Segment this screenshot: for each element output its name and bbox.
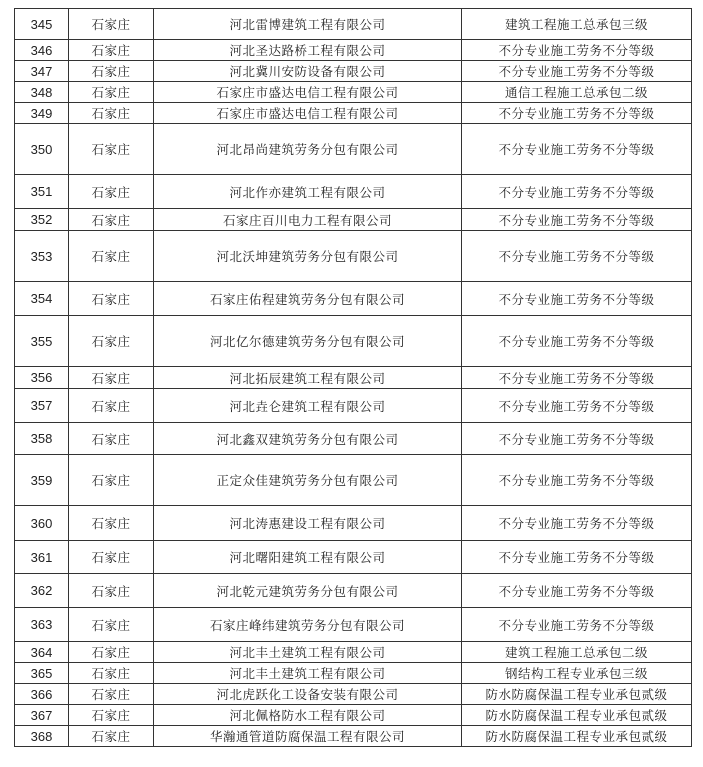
row-number: 350	[15, 124, 69, 175]
row-qualification: 防水防腐保温工程专业承包贰级	[462, 705, 692, 726]
table-row	[15, 316, 692, 367]
row-qualification: 通信工程施工总承包二级	[462, 82, 692, 103]
row-number: 358	[15, 423, 69, 455]
table-row	[15, 175, 692, 209]
row-city: 石家庄	[69, 684, 154, 705]
table-row	[15, 82, 692, 103]
table-row	[15, 9, 692, 40]
row-city: 石家庄	[69, 642, 154, 663]
row-city: 石家庄	[69, 231, 154, 282]
table-row	[15, 103, 692, 124]
row-company: 河北乾元建筑劳务分包有限公司	[154, 574, 462, 608]
row-company: 河北丰土建筑工程有限公司	[154, 642, 462, 663]
table-row	[15, 726, 692, 747]
table-row	[15, 455, 692, 506]
row-company: 正定众佳建筑劳务分包有限公司	[154, 455, 462, 506]
row-city: 石家庄	[69, 40, 154, 61]
row-city: 石家庄	[69, 209, 154, 231]
table-body	[15, 9, 692, 747]
row-qualification: 不分专业施工劳务不分等级	[462, 231, 692, 282]
row-city: 石家庄	[69, 608, 154, 642]
table-row	[15, 642, 692, 663]
row-company: 华瀚通管道防腐保温工程有限公司	[154, 726, 462, 747]
row-number: 359	[15, 455, 69, 506]
row-qualification: 不分专业施工劳务不分等级	[462, 103, 692, 124]
row-company: 河北冀川安防设备有限公司	[154, 61, 462, 82]
table-row	[15, 684, 692, 705]
table-row	[15, 574, 692, 608]
row-company: 河北鑫双建筑劳务分包有限公司	[154, 423, 462, 455]
row-city: 石家庄	[69, 726, 154, 747]
row-number: 356	[15, 367, 69, 389]
row-company: 河北昂尚建筑劳务分包有限公司	[154, 124, 462, 175]
row-company: 河北曙阳建筑工程有限公司	[154, 541, 462, 574]
row-number: 346	[15, 40, 69, 61]
row-number: 363	[15, 608, 69, 642]
row-company: 河北沃坤建筑劳务分包有限公司	[154, 231, 462, 282]
row-company: 河北拓辰建筑工程有限公司	[154, 367, 462, 389]
row-qualification: 不分专业施工劳务不分等级	[462, 608, 692, 642]
row-qualification: 防水防腐保温工程专业承包贰级	[462, 684, 692, 705]
table-row	[15, 663, 692, 684]
qualification-table	[14, 8, 692, 747]
row-city: 石家庄	[69, 663, 154, 684]
row-company: 石家庄百川电力工程有限公司	[154, 209, 462, 231]
table-row	[15, 231, 692, 282]
row-number: 349	[15, 103, 69, 124]
row-company: 河北圣达路桥工程有限公司	[154, 40, 462, 61]
row-qualification: 不分专业施工劳务不分等级	[462, 316, 692, 367]
row-qualification: 不分专业施工劳务不分等级	[462, 367, 692, 389]
row-number: 362	[15, 574, 69, 608]
row-qualification: 不分专业施工劳务不分等级	[462, 574, 692, 608]
row-company: 石家庄市盛达电信工程有限公司	[154, 103, 462, 124]
row-qualification: 不分专业施工劳务不分等级	[462, 541, 692, 574]
row-number: 355	[15, 316, 69, 367]
row-number: 368	[15, 726, 69, 747]
row-qualification: 防水防腐保温工程专业承包贰级	[462, 726, 692, 747]
row-company: 石家庄峰纬建筑劳务分包有限公司	[154, 608, 462, 642]
table-row	[15, 705, 692, 726]
row-company: 河北雷博建筑工程有限公司	[154, 9, 462, 40]
row-city: 石家庄	[69, 82, 154, 103]
row-city: 石家庄	[69, 423, 154, 455]
row-company: 河北亿尔德建筑劳务分包有限公司	[154, 316, 462, 367]
row-number: 353	[15, 231, 69, 282]
table-row	[15, 367, 692, 389]
row-company: 河北佩格防水工程有限公司	[154, 705, 462, 726]
row-city: 石家庄	[69, 61, 154, 82]
row-city: 石家庄	[69, 316, 154, 367]
row-qualification: 不分专业施工劳务不分等级	[462, 209, 692, 231]
row-city: 石家庄	[69, 367, 154, 389]
row-number: 345	[15, 9, 69, 40]
table-row	[15, 282, 692, 316]
row-number: 351	[15, 175, 69, 209]
row-city: 石家庄	[69, 175, 154, 209]
row-city: 石家庄	[69, 705, 154, 726]
table-row	[15, 124, 692, 175]
table-row	[15, 40, 692, 61]
row-number: 357	[15, 389, 69, 423]
table-row	[15, 423, 692, 455]
table-row	[15, 209, 692, 231]
row-city: 石家庄	[69, 9, 154, 40]
row-number: 366	[15, 684, 69, 705]
row-qualification: 不分专业施工劳务不分等级	[462, 40, 692, 61]
row-number: 367	[15, 705, 69, 726]
row-number: 360	[15, 506, 69, 541]
row-qualification: 不分专业施工劳务不分等级	[462, 423, 692, 455]
row-qualification: 不分专业施工劳务不分等级	[462, 506, 692, 541]
row-number: 352	[15, 209, 69, 231]
row-qualification: 不分专业施工劳务不分等级	[462, 455, 692, 506]
row-number: 365	[15, 663, 69, 684]
row-number: 348	[15, 82, 69, 103]
row-city: 石家庄	[69, 541, 154, 574]
row-company: 河北作亦建筑工程有限公司	[154, 175, 462, 209]
row-company: 石家庄市盛达电信工程有限公司	[154, 82, 462, 103]
row-company: 石家庄佑程建筑劳务分包有限公司	[154, 282, 462, 316]
row-company: 河北垚仑建筑工程有限公司	[154, 389, 462, 423]
row-number: 354	[15, 282, 69, 316]
row-qualification: 不分专业施工劳务不分等级	[462, 389, 692, 423]
table-row	[15, 389, 692, 423]
row-number: 347	[15, 61, 69, 82]
table-row	[15, 506, 692, 541]
row-city: 石家庄	[69, 103, 154, 124]
table-row	[15, 608, 692, 642]
row-city: 石家庄	[69, 282, 154, 316]
qualification-table-container	[14, 8, 691, 747]
row-qualification: 钢结构工程专业承包三级	[462, 663, 692, 684]
row-qualification: 不分专业施工劳务不分等级	[462, 175, 692, 209]
row-city: 石家庄	[69, 455, 154, 506]
row-qualification: 不分专业施工劳务不分等级	[462, 61, 692, 82]
row-city: 石家庄	[69, 124, 154, 175]
table-row	[15, 61, 692, 82]
row-company: 河北涛惠建设工程有限公司	[154, 506, 462, 541]
row-city: 石家庄	[69, 506, 154, 541]
row-number: 361	[15, 541, 69, 574]
row-company: 河北虎跃化工设备安装有限公司	[154, 684, 462, 705]
row-number: 364	[15, 642, 69, 663]
row-qualification: 不分专业施工劳务不分等级	[462, 282, 692, 316]
row-city: 石家庄	[69, 389, 154, 423]
row-city: 石家庄	[69, 574, 154, 608]
row-qualification: 不分专业施工劳务不分等级	[462, 124, 692, 175]
table-row	[15, 541, 692, 574]
row-qualification: 建筑工程施工总承包二级	[462, 642, 692, 663]
row-qualification: 建筑工程施工总承包三级	[462, 9, 692, 40]
row-company: 河北丰土建筑工程有限公司	[154, 663, 462, 684]
